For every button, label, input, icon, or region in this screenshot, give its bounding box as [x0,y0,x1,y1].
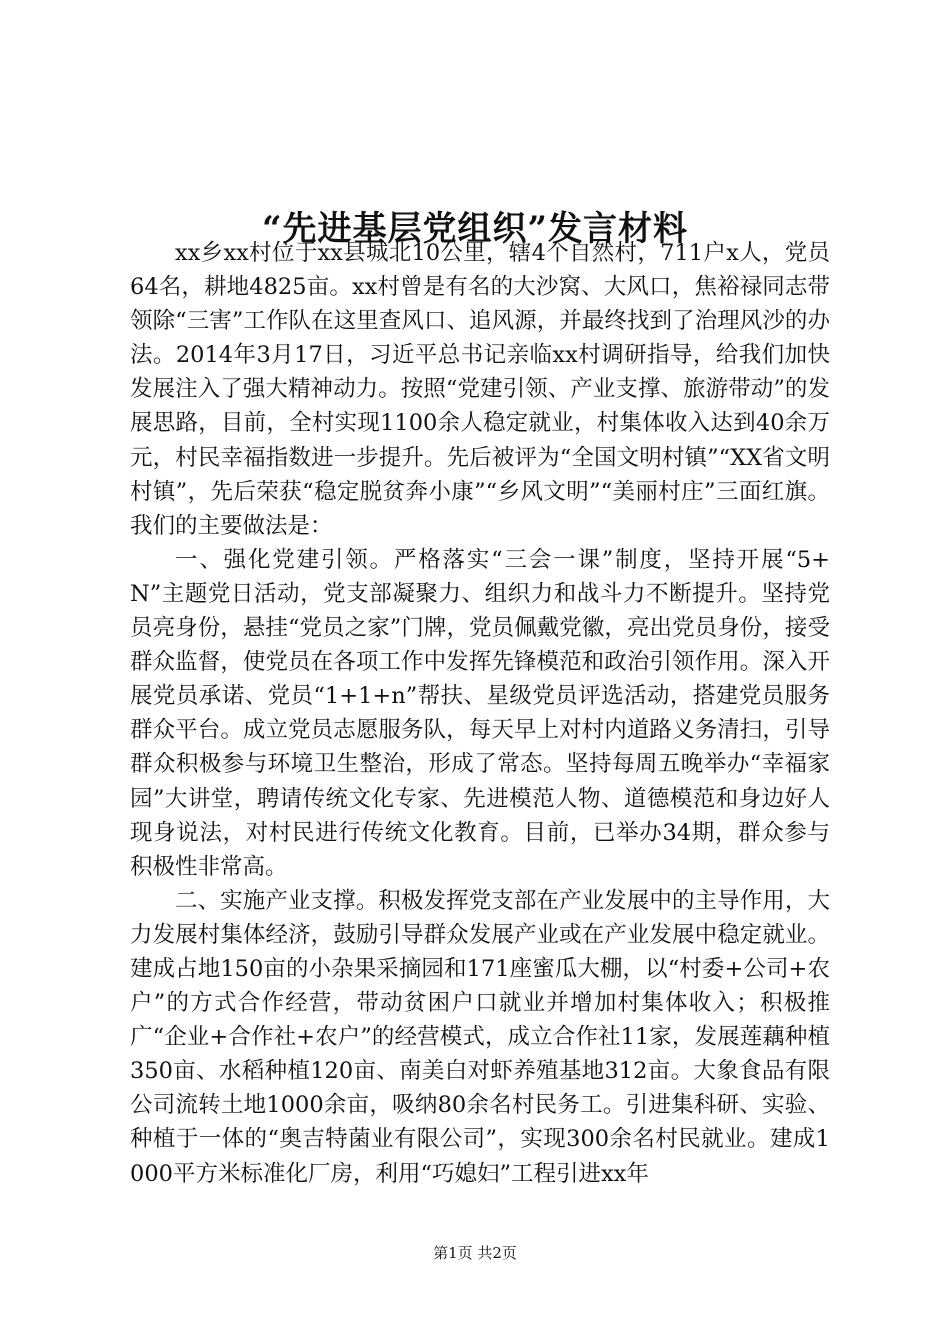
paragraph-industry-support: 二、实施产业支撑。积极发挥党支部在产业发展中的主导作用，大力发展村集体经济，鼓励引导群众发展产业或在产业发展中稳定就业。建成占地150亩的小杂果采摘园和171座蜜瓜大棚，以“村委+公司+农户”的方式合作经营，带动贫困户口就业并增加村集体收入；积极推广“企业+合作社+农户”的经营模式，成立合作社11家，发展莲藕种植350亩、水稻种植120亩、南美白对虾养殖基地312亩。大象食品有限公司流转土地1000余亩，吸纳80余名村民务工。引进集科研、实验、种植于一体的“奥吉特菌业有限公司”，实现300余名村民就业。建成1000平方米标准化厂房，利用“巧媳妇”工程引进xx年 [130,887,830,1187]
page-number-footer: 第1页 共2页 [433,1244,517,1262]
document-title: “先进基层党组织”发言材料 [261,208,689,249]
paragraph-intro: xx乡xx村位于xx县城北10公里，辖4个自然村，711户x人，党员64名，耕地4825亩。xx村曾是有名的大沙窝、大风口，焦裕禄同志带领除“三害”工作队在这里查风口、追风源，并最终找到了治理风沙的办法。2014年3月17日，习近平总书记亲临xx村调研指导，给我们加快发展注入了强大精神动力。按照“党建引领、产业支撑、旅游带动”的发展思路，目前，全村实现1100余人稳定就业，村集体收入达到40余万元，村民幸福指数进一步提升。先后被评为“全国文明村镇”“XX省文明村镇”，先后荣获“稳定脱贫奔小康”“乡风文明”“美丽村庄”三面红旗。我们的主要做法是： [130,240,830,539]
document-body [130,236,830,1191]
paragraph-party-building: 一、强化党建引领。严格落实“三会一课”制度，坚持开展“5+N”主题党日活动，党支部凝聚力、组织力和战斗力不断提升。坚持党员亮身份，悬挂“党员之家”门牌，党员佩戴党徽，亮出党员身份，接受群众监督，使党员在各项工作中发挥先锋模范和政治引领作用。深入开展党员承诺、党员“1+1+n”帮扶、星级党员评选活动，搭建党员服务群众平台。成立党员志愿服务队，每天早上对村内道路义务清扫，引导群众积极参与环境卫生整治，形成了常态。坚持每周五晚举办“幸福家园”大讲堂，聘请传统文化专家、先进模范人物、道德模范和身边好人现身说法，对村民进行传统文化教育。目前，已举办34期，群众参与积极性非常高。 [130,546,830,880]
